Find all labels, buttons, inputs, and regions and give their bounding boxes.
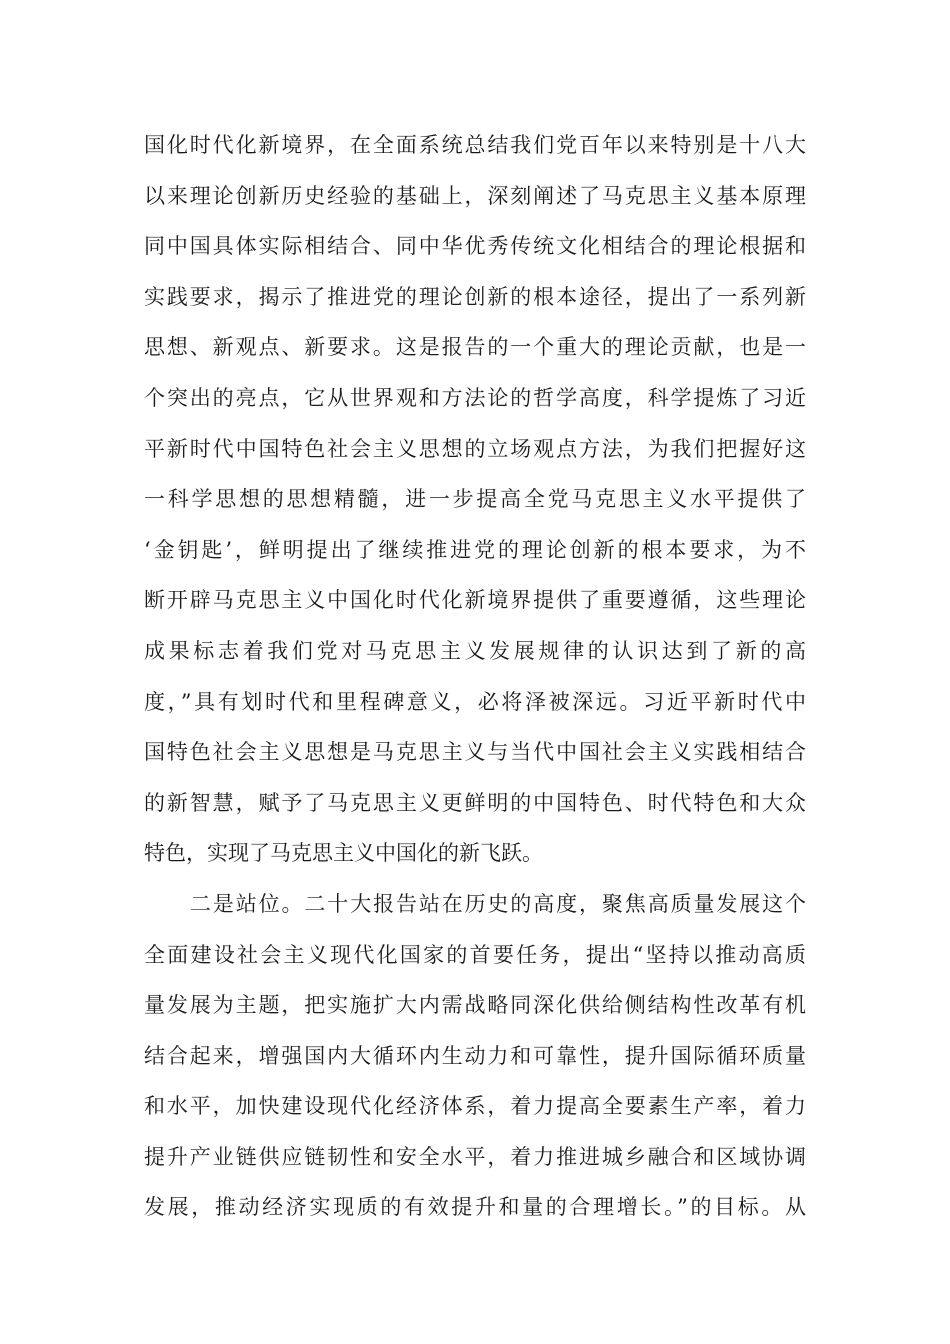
- text-line: 的新智慧，赋予了马克思主义更鲜明的中国特色、时代特色和大众: [144, 790, 806, 815]
- text-line: 国特色社会主义思想是马克思主义与当代中国社会主义实践相结合: [144, 740, 806, 765]
- text-line: 提升产业链供应链韧性和安全水平，着力推进城乡融合和区域协调: [144, 1144, 806, 1169]
- text-line: 平新时代中国特色社会主义思想的立场观点方法，为我们把握好这: [144, 436, 806, 461]
- text-line: 度，”具有划时代和里程碑意义，必将泽被深远。习近平新时代中: [144, 689, 806, 714]
- text-line: 二是站位。二十大报告站在历史的高度，聚焦高质量发展这个: [190, 891, 806, 916]
- text-line: 特色，实现了马克思主义中国化的新飞跃。: [144, 841, 543, 866]
- text-line: 发展，推动经济实现质的有效提升和量的合理增长。”的目标。从: [144, 1195, 806, 1220]
- body-text: [144, 125, 806, 1238]
- text-line: 结合起来，增强国内大循环内生动力和可靠性，提升国际循环质量: [144, 1043, 806, 1068]
- text-line: 国化时代化新境界，在全面系统总结我们党百年以来特别是十八大: [144, 133, 806, 157]
- text-line: ‘金钥匙’，鲜明提出了继续推进党的理论创新的根本要求，为不: [144, 537, 806, 562]
- text-line: 成果标志着我们党对马克思主义发展规律的认识达到了新的高: [144, 638, 806, 663]
- text-line: 一科学思想的思想精髓，进一步提高全党马克思主义水平提供了: [144, 487, 806, 512]
- text-line: 思想、新观点、新要求。这是报告的一个重大的理论贡献，也是一: [144, 335, 806, 360]
- text-line: 同中国具体实际相结合、同中华优秀传统文化相结合的理论根据和: [144, 234, 806, 259]
- text-line: 个突出的亮点，它从世界观和方法论的哲学高度，科学提炼了习近: [144, 385, 806, 410]
- text-line: 实践要求，揭示了推进党的理论创新的根本途径，提出了一系列新: [144, 284, 806, 309]
- text-line: 全面建设社会主义现代化国家的首要任务，提出“坚持以推动高质: [144, 942, 806, 967]
- text-line: 以来理论创新历史经验的基础上，深刻阐述了马克思主义基本原理: [144, 183, 806, 208]
- text-line: 断开辟马克思主义中国化时代化新境界提供了重要遵循，这些理论: [144, 588, 806, 613]
- text-line: 量发展为主题，把实施扩大内需战略同深化供给侧结构性改革有机: [144, 993, 806, 1018]
- text-line: 和水平，加快建设现代化经济体系，着力提高全要素生产率，着力: [144, 1094, 806, 1119]
